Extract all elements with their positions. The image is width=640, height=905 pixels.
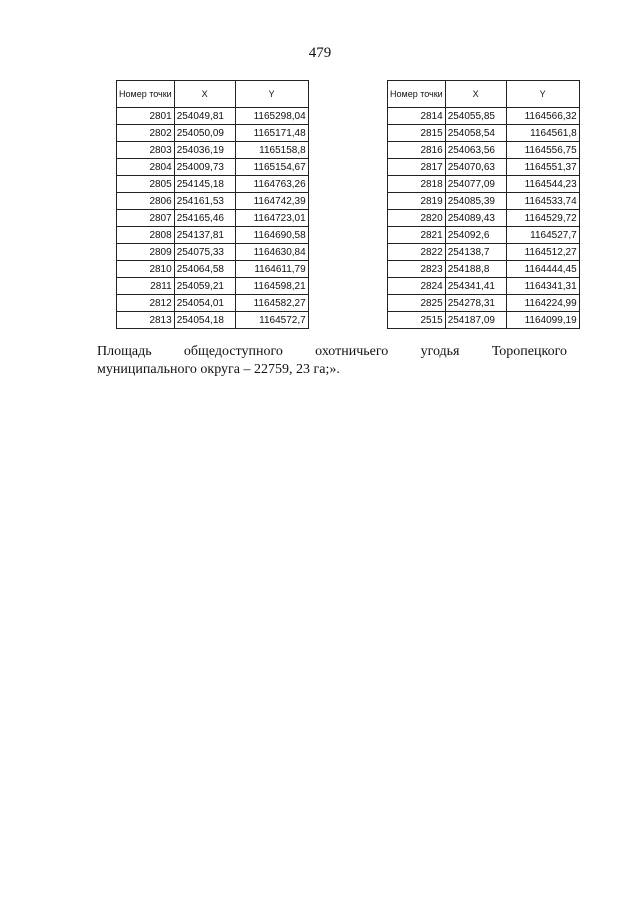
y-cell: 1164444,45 (506, 261, 579, 278)
table-row (117, 261, 309, 278)
x-cell: 254036,19 (174, 142, 235, 159)
point-number-cell: 2515 (388, 312, 446, 329)
y-cell: 1165154,67 (235, 159, 308, 176)
x-cell: 254058,54 (445, 125, 506, 142)
x-cell: 254145,18 (174, 176, 235, 193)
point-number-cell: 2814 (388, 108, 446, 125)
table-row (388, 278, 580, 295)
coordinates-table-left (116, 80, 309, 329)
x-cell: 254089,43 (445, 210, 506, 227)
header-x: X (445, 81, 506, 108)
y-cell: 1164512,27 (506, 244, 579, 261)
x-cell: 254055,85 (445, 108, 506, 125)
header-point-number: Номер точки (117, 81, 175, 108)
x-cell: 254050,09 (174, 125, 235, 142)
y-cell: 1165171,48 (235, 125, 308, 142)
y-cell: 1164527,7 (506, 227, 579, 244)
paragraph-word: угодья (420, 344, 460, 359)
point-number-cell: 2815 (388, 125, 446, 142)
table-row (117, 244, 309, 261)
table-row (117, 125, 309, 142)
paragraph-word: охотничьего (315, 344, 389, 359)
y-cell: 1164582,27 (235, 295, 308, 312)
point-number-cell: 2818 (388, 176, 446, 193)
point-number-cell: 2805 (117, 176, 175, 193)
point-number-cell: 2801 (117, 108, 175, 125)
header-y: Y (235, 81, 308, 108)
point-number-cell: 2824 (388, 278, 446, 295)
y-cell: 1164742,39 (235, 193, 308, 210)
table-row (388, 295, 580, 312)
table-row (388, 244, 580, 261)
table-row (117, 278, 309, 295)
table-row (388, 227, 580, 244)
table-row (388, 142, 580, 159)
x-cell: 254009,73 (174, 159, 235, 176)
point-number-cell: 2810 (117, 261, 175, 278)
paragraph-word: Торопецкого (491, 344, 567, 359)
x-cell: 254085,39 (445, 193, 506, 210)
table-header-row (388, 81, 580, 108)
x-cell: 254064,58 (174, 261, 235, 278)
y-cell: 1164544,23 (506, 176, 579, 193)
table-row (388, 193, 580, 210)
point-number-cell: 2821 (388, 227, 446, 244)
x-cell: 254063,56 (445, 142, 506, 159)
page-number: 479 (308, 45, 332, 61)
y-cell: 1164099,19 (506, 312, 579, 329)
y-cell: 1165158,8 (235, 142, 308, 159)
table-row (117, 210, 309, 227)
y-cell: 1164551,37 (506, 159, 579, 176)
x-cell: 254165,46 (174, 210, 235, 227)
y-cell: 1164723,01 (235, 210, 308, 227)
point-number-cell: 2816 (388, 142, 446, 159)
y-cell: 1164611,79 (235, 261, 308, 278)
point-number-cell: 2825 (388, 295, 446, 312)
table-row (117, 193, 309, 210)
point-number-cell: 2803 (117, 142, 175, 159)
point-number-cell: 2809 (117, 244, 175, 261)
table-row (388, 176, 580, 193)
header-x: X (174, 81, 235, 108)
table-row (117, 159, 309, 176)
y-cell: 1164561,8 (506, 125, 579, 142)
point-number-cell: 2806 (117, 193, 175, 210)
table-row (117, 312, 309, 329)
table-row (388, 125, 580, 142)
table-row (117, 295, 309, 312)
x-cell: 254054,18 (174, 312, 235, 329)
y-cell: 1164572,7 (235, 312, 308, 329)
x-cell: 254054,01 (174, 295, 235, 312)
y-cell: 1164598,21 (235, 278, 308, 295)
x-cell: 254075,33 (174, 244, 235, 261)
point-number-cell: 2811 (117, 278, 175, 295)
y-cell: 1164533,74 (506, 193, 579, 210)
coordinates-table-right (387, 80, 580, 329)
point-number-cell: 2804 (117, 159, 175, 176)
table-row (388, 312, 580, 329)
header-y: Y (506, 81, 579, 108)
x-cell: 254188,8 (445, 261, 506, 278)
paragraph-line-2: муниципального округа – 22759, 23 га;». (97, 362, 340, 377)
point-number-cell: 2812 (117, 295, 175, 312)
point-number-cell: 2820 (388, 210, 446, 227)
paragraph-word: Площадь (97, 344, 152, 359)
table-row (117, 142, 309, 159)
x-cell: 254092,6 (445, 227, 506, 244)
y-cell: 1164529,72 (506, 210, 579, 227)
y-cell: 1164556,75 (506, 142, 579, 159)
x-cell: 254187,09 (445, 312, 506, 329)
paragraph-word: общедоступного (183, 344, 283, 359)
table-row (388, 210, 580, 227)
y-cell: 1164630,84 (235, 244, 308, 261)
table-row (117, 227, 309, 244)
x-cell: 254278,31 (445, 295, 506, 312)
paragraph-line-1 (97, 343, 567, 361)
x-cell: 254049,81 (174, 108, 235, 125)
x-cell: 254059,21 (174, 278, 235, 295)
header-point-number: Номер точки (388, 81, 446, 108)
x-cell: 254137,81 (174, 227, 235, 244)
y-cell: 1164763,26 (235, 176, 308, 193)
point-number-cell: 2808 (117, 227, 175, 244)
table-row (117, 176, 309, 193)
table-row (388, 108, 580, 125)
table-row (388, 159, 580, 176)
x-cell: 254077,09 (445, 176, 506, 193)
x-cell: 254070,63 (445, 159, 506, 176)
y-cell: 1164224,99 (506, 295, 579, 312)
point-number-cell: 2819 (388, 193, 446, 210)
point-number-cell: 2822 (388, 244, 446, 261)
y-cell: 1164566,32 (506, 108, 579, 125)
point-number-cell: 2813 (117, 312, 175, 329)
area-paragraph (97, 343, 567, 379)
table-header-row (117, 81, 309, 108)
x-cell: 254138,7 (445, 244, 506, 261)
point-number-cell: 2823 (388, 261, 446, 278)
y-cell: 1164341,31 (506, 278, 579, 295)
y-cell: 1164690,58 (235, 227, 308, 244)
point-number-cell: 2807 (117, 210, 175, 227)
point-number-cell: 2817 (388, 159, 446, 176)
table-row (388, 261, 580, 278)
table-row (117, 108, 309, 125)
x-cell: 254341,41 (445, 278, 506, 295)
y-cell: 1165298,04 (235, 108, 308, 125)
x-cell: 254161,53 (174, 193, 235, 210)
point-number-cell: 2802 (117, 125, 175, 142)
